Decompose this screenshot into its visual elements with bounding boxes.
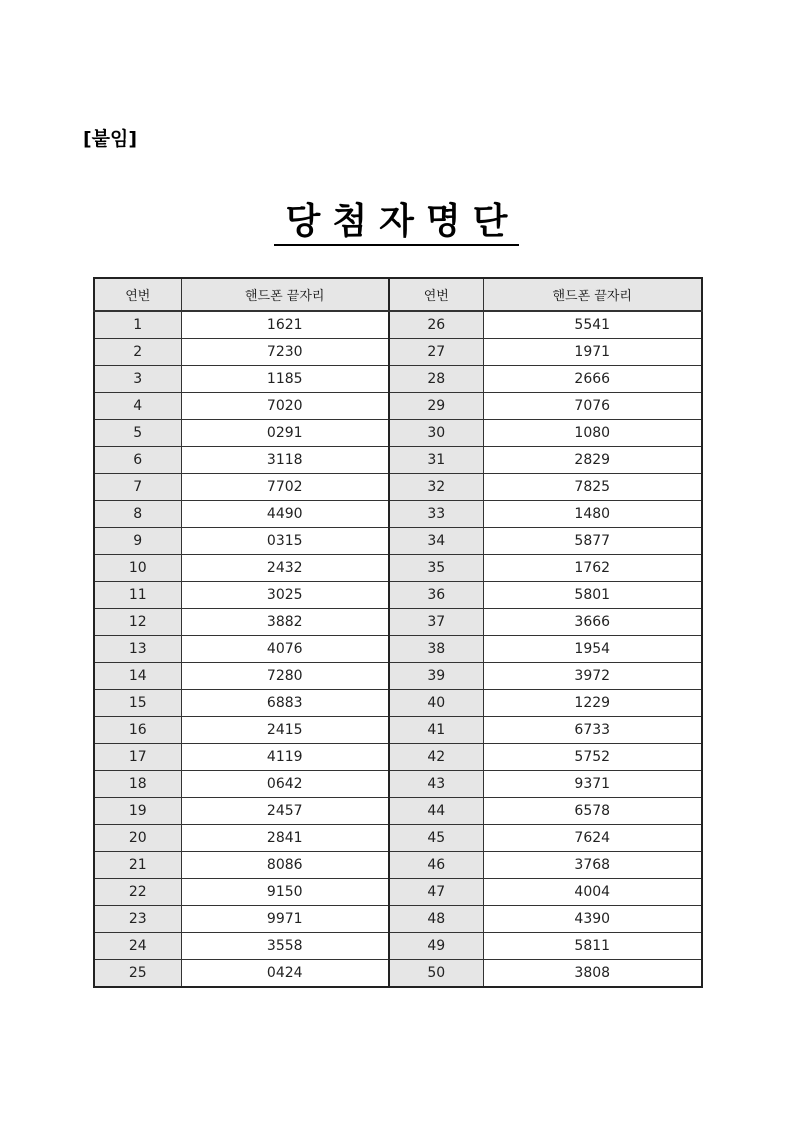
winner-number-left: 8 [94,501,181,528]
table-row [94,636,702,663]
winner-number-left: 20 [94,825,181,852]
header-no-left: 연번 [94,278,181,311]
phone-digits-right: 1080 [483,420,702,447]
winner-number-right: 45 [389,825,483,852]
table-row [94,339,702,366]
table-row [94,933,702,960]
phone-digits-left: 3882 [181,609,389,636]
phone-digits-left: 1621 [181,311,389,339]
winner-number-left: 21 [94,852,181,879]
winner-number-right: 47 [389,879,483,906]
winner-number-right: 37 [389,609,483,636]
phone-digits-right: 7624 [483,825,702,852]
table-row [94,771,702,798]
table-row [94,366,702,393]
table-row [94,609,702,636]
phone-digits-left: 8086 [181,852,389,879]
phone-digits-right: 3808 [483,960,702,988]
phone-digits-right: 1229 [483,690,702,717]
table-header-row [94,278,702,311]
winner-number-left: 3 [94,366,181,393]
winner-number-left: 6 [94,447,181,474]
winner-number-right: 35 [389,555,483,582]
header-phone-left: 핸드폰 끝자리 [181,278,389,311]
phone-digits-left: 7020 [181,393,389,420]
winner-number-right: 49 [389,933,483,960]
phone-digits-right: 1971 [483,339,702,366]
phone-digits-left: 4119 [181,744,389,771]
phone-digits-right: 4004 [483,879,702,906]
winners-table [93,277,703,988]
table-row [94,690,702,717]
phone-digits-right: 1762 [483,555,702,582]
phone-digits-right: 6578 [483,798,702,825]
winner-number-right: 40 [389,690,483,717]
winner-number-right: 41 [389,717,483,744]
phone-digits-right: 5811 [483,933,702,960]
winner-number-right: 39 [389,663,483,690]
phone-digits-right: 7076 [483,393,702,420]
winner-number-right: 46 [389,852,483,879]
phone-digits-right: 9371 [483,771,702,798]
winner-number-left: 12 [94,609,181,636]
winner-number-left: 1 [94,311,181,339]
winner-number-left: 24 [94,933,181,960]
winner-number-right: 43 [389,771,483,798]
table-row [94,879,702,906]
winner-number-left: 17 [94,744,181,771]
phone-digits-right: 2666 [483,366,702,393]
table-row [94,311,702,339]
table-row [94,474,702,501]
winner-number-left: 19 [94,798,181,825]
winner-number-left: 16 [94,717,181,744]
phone-digits-left: 6883 [181,690,389,717]
phone-digits-left: 2432 [181,555,389,582]
winner-number-right: 27 [389,339,483,366]
winner-number-right: 30 [389,420,483,447]
winner-number-left: 23 [94,906,181,933]
phone-digits-left: 3558 [181,933,389,960]
winner-number-left: 7 [94,474,181,501]
winner-number-right: 33 [389,501,483,528]
winner-number-left: 14 [94,663,181,690]
winner-number-left: 9 [94,528,181,555]
attachment-label: [붙임] [83,128,138,150]
phone-digits-right: 3972 [483,663,702,690]
phone-digits-left: 0315 [181,528,389,555]
phone-digits-right: 2829 [483,447,702,474]
phone-digits-left: 0291 [181,420,389,447]
phone-digits-right: 4390 [483,906,702,933]
winner-number-right: 32 [389,474,483,501]
phone-digits-right: 3666 [483,609,702,636]
table-row [94,960,702,988]
table-row [94,393,702,420]
winner-number-left: 4 [94,393,181,420]
winner-number-right: 26 [389,311,483,339]
phone-digits-right: 7825 [483,474,702,501]
winner-number-right: 50 [389,960,483,988]
phone-digits-left: 1185 [181,366,389,393]
phone-digits-left: 7702 [181,474,389,501]
phone-digits-left: 7280 [181,663,389,690]
table-row [94,420,702,447]
table-row [94,582,702,609]
table-row [94,906,702,933]
phone-digits-right: 5541 [483,311,702,339]
phone-digits-left: 3025 [181,582,389,609]
phone-digits-left: 3118 [181,447,389,474]
table-body [94,311,702,987]
table-row [94,501,702,528]
table-row [94,852,702,879]
winner-number-left: 22 [94,879,181,906]
phone-digits-left: 2415 [181,717,389,744]
winner-number-left: 15 [94,690,181,717]
winner-number-right: 36 [389,582,483,609]
phone-digits-right: 5877 [483,528,702,555]
phone-digits-left: 0642 [181,771,389,798]
phone-digits-left: 7230 [181,339,389,366]
phone-digits-right: 5801 [483,582,702,609]
phone-digits-right: 5752 [483,744,702,771]
table-row [94,663,702,690]
table-row [94,447,702,474]
header-no-right: 연번 [389,278,483,311]
winner-number-right: 38 [389,636,483,663]
winner-number-right: 29 [389,393,483,420]
table-row [94,744,702,771]
winner-number-left: 5 [94,420,181,447]
winner-number-right: 28 [389,366,483,393]
phone-digits-left: 9971 [181,906,389,933]
phone-digits-right: 6733 [483,717,702,744]
winner-number-left: 11 [94,582,181,609]
table-row [94,528,702,555]
winner-number-left: 25 [94,960,181,988]
winner-number-right: 34 [389,528,483,555]
winner-number-left: 10 [94,555,181,582]
winner-number-left: 13 [94,636,181,663]
winner-number-right: 42 [389,744,483,771]
winner-number-left: 18 [94,771,181,798]
winner-number-right: 44 [389,798,483,825]
table-row [94,825,702,852]
phone-digits-left: 2841 [181,825,389,852]
phone-digits-left: 9150 [181,879,389,906]
winner-number-right: 48 [389,906,483,933]
table-row [94,555,702,582]
phone-digits-left: 4076 [181,636,389,663]
page-title: 당첨자명단 [274,200,520,246]
phone-digits-right: 1480 [483,501,702,528]
winner-number-left: 2 [94,339,181,366]
phone-digits-left: 2457 [181,798,389,825]
page-title-container [0,200,793,246]
phone-digits-left: 4490 [181,501,389,528]
phone-digits-right: 3768 [483,852,702,879]
phone-digits-left: 0424 [181,960,389,988]
phone-digits-right: 1954 [483,636,702,663]
table-row [94,717,702,744]
winner-number-right: 31 [389,447,483,474]
header-phone-right: 핸드폰 끝자리 [483,278,702,311]
table-row [94,798,702,825]
